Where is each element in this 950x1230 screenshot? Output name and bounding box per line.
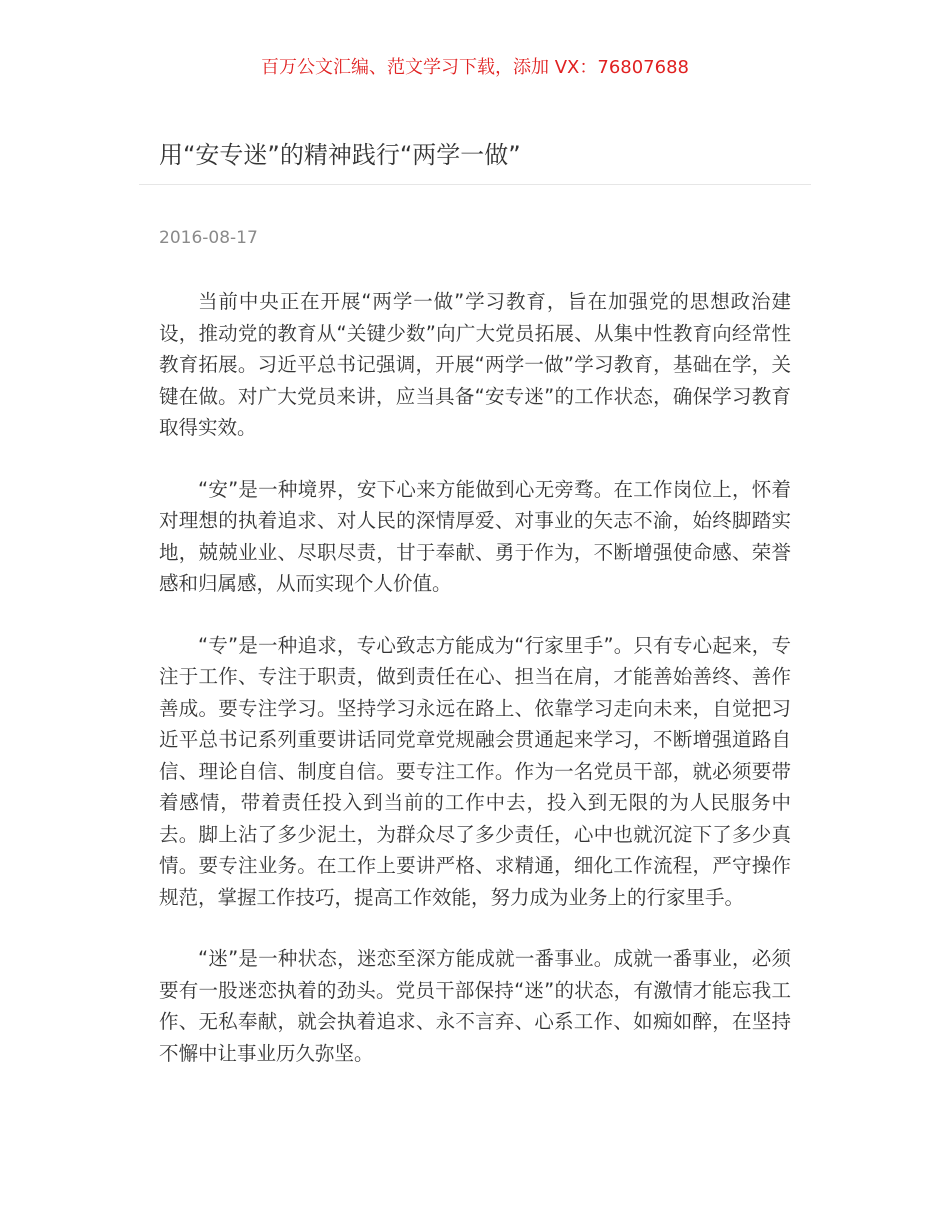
paragraph-an: “安”是一种境界，安下心来方能做到心无旁骛。在工作岗位上，怀着对理想的执着追求、对人民的深情厚爱、对事业的矢志不渝，始终脚踏实地，兢兢业业、尽职尽责，甘于奉献、勇于作为，不断增强使命感、荣誉感和归属感，从而实现个人价值。 bbox=[159, 477, 791, 595]
paragraph-zhuan: “专”是一种追求，专心致志方能成为“行家里手”。只有专心起来，专注于工作、专注于职责，做到责任在心、担当在肩，才能善始善终、善作善成。要专注学习。坚持学习永远在路上、依靠学习走向未来，自觉把习近平总书记系列重要讲话同党章党规融会贯通起来学习，不断增强道路自信、理论自信、制度自信。要专注工作。作为一名党员干部，就必须要带着感情，带着责任投入到当前的工作中去，投入到无限的为人民服务中去。脚上沾了多少泥土，为群众尽了多少责任，心中也就沉淀下了多少真情。要专注业务。在工作上要讲严格、求精通，细化工作流程，严守操作规范，掌握工作技巧，提高工作效能，努力成为业务上的行家里手。 bbox=[159, 633, 791, 909]
article-title: 用“安专迷”的精神践行“两学一做” bbox=[159, 141, 521, 169]
paragraph-intro: 当前中央正在开展“两学一做”学习教育，旨在加强党的思想政治建设，推动党的教育从“关键少数”向广大党员拓展、从集中性教育向经常性教育拓展。习近平总书记强调，开展“两学一做”学习教育，基础在学，关键在做。对广大党员来讲，应当具备“安专迷”的工作状态，确保学习教育取得实效。 bbox=[159, 290, 791, 439]
promo-banner: 百万公文汇编、范文学习下载，添加 VX：76807688 bbox=[261, 57, 689, 78]
publish-date: 2016-08-17 bbox=[159, 228, 258, 248]
title-divider bbox=[139, 184, 811, 185]
article-body bbox=[159, 286, 791, 1099]
paragraph-mi: “迷”是一种状态，迷恋至深方能成就一番事业。成就一番事业，必须要有一股迷恋执着的劲头。党员干部保持“迷”的状态，有激情才能忘我工作、无私奉献，就会执着追求、永不言弃、心系工作、如痴如醉，在坚持不懈中让事业历久弥坚。 bbox=[159, 947, 791, 1065]
